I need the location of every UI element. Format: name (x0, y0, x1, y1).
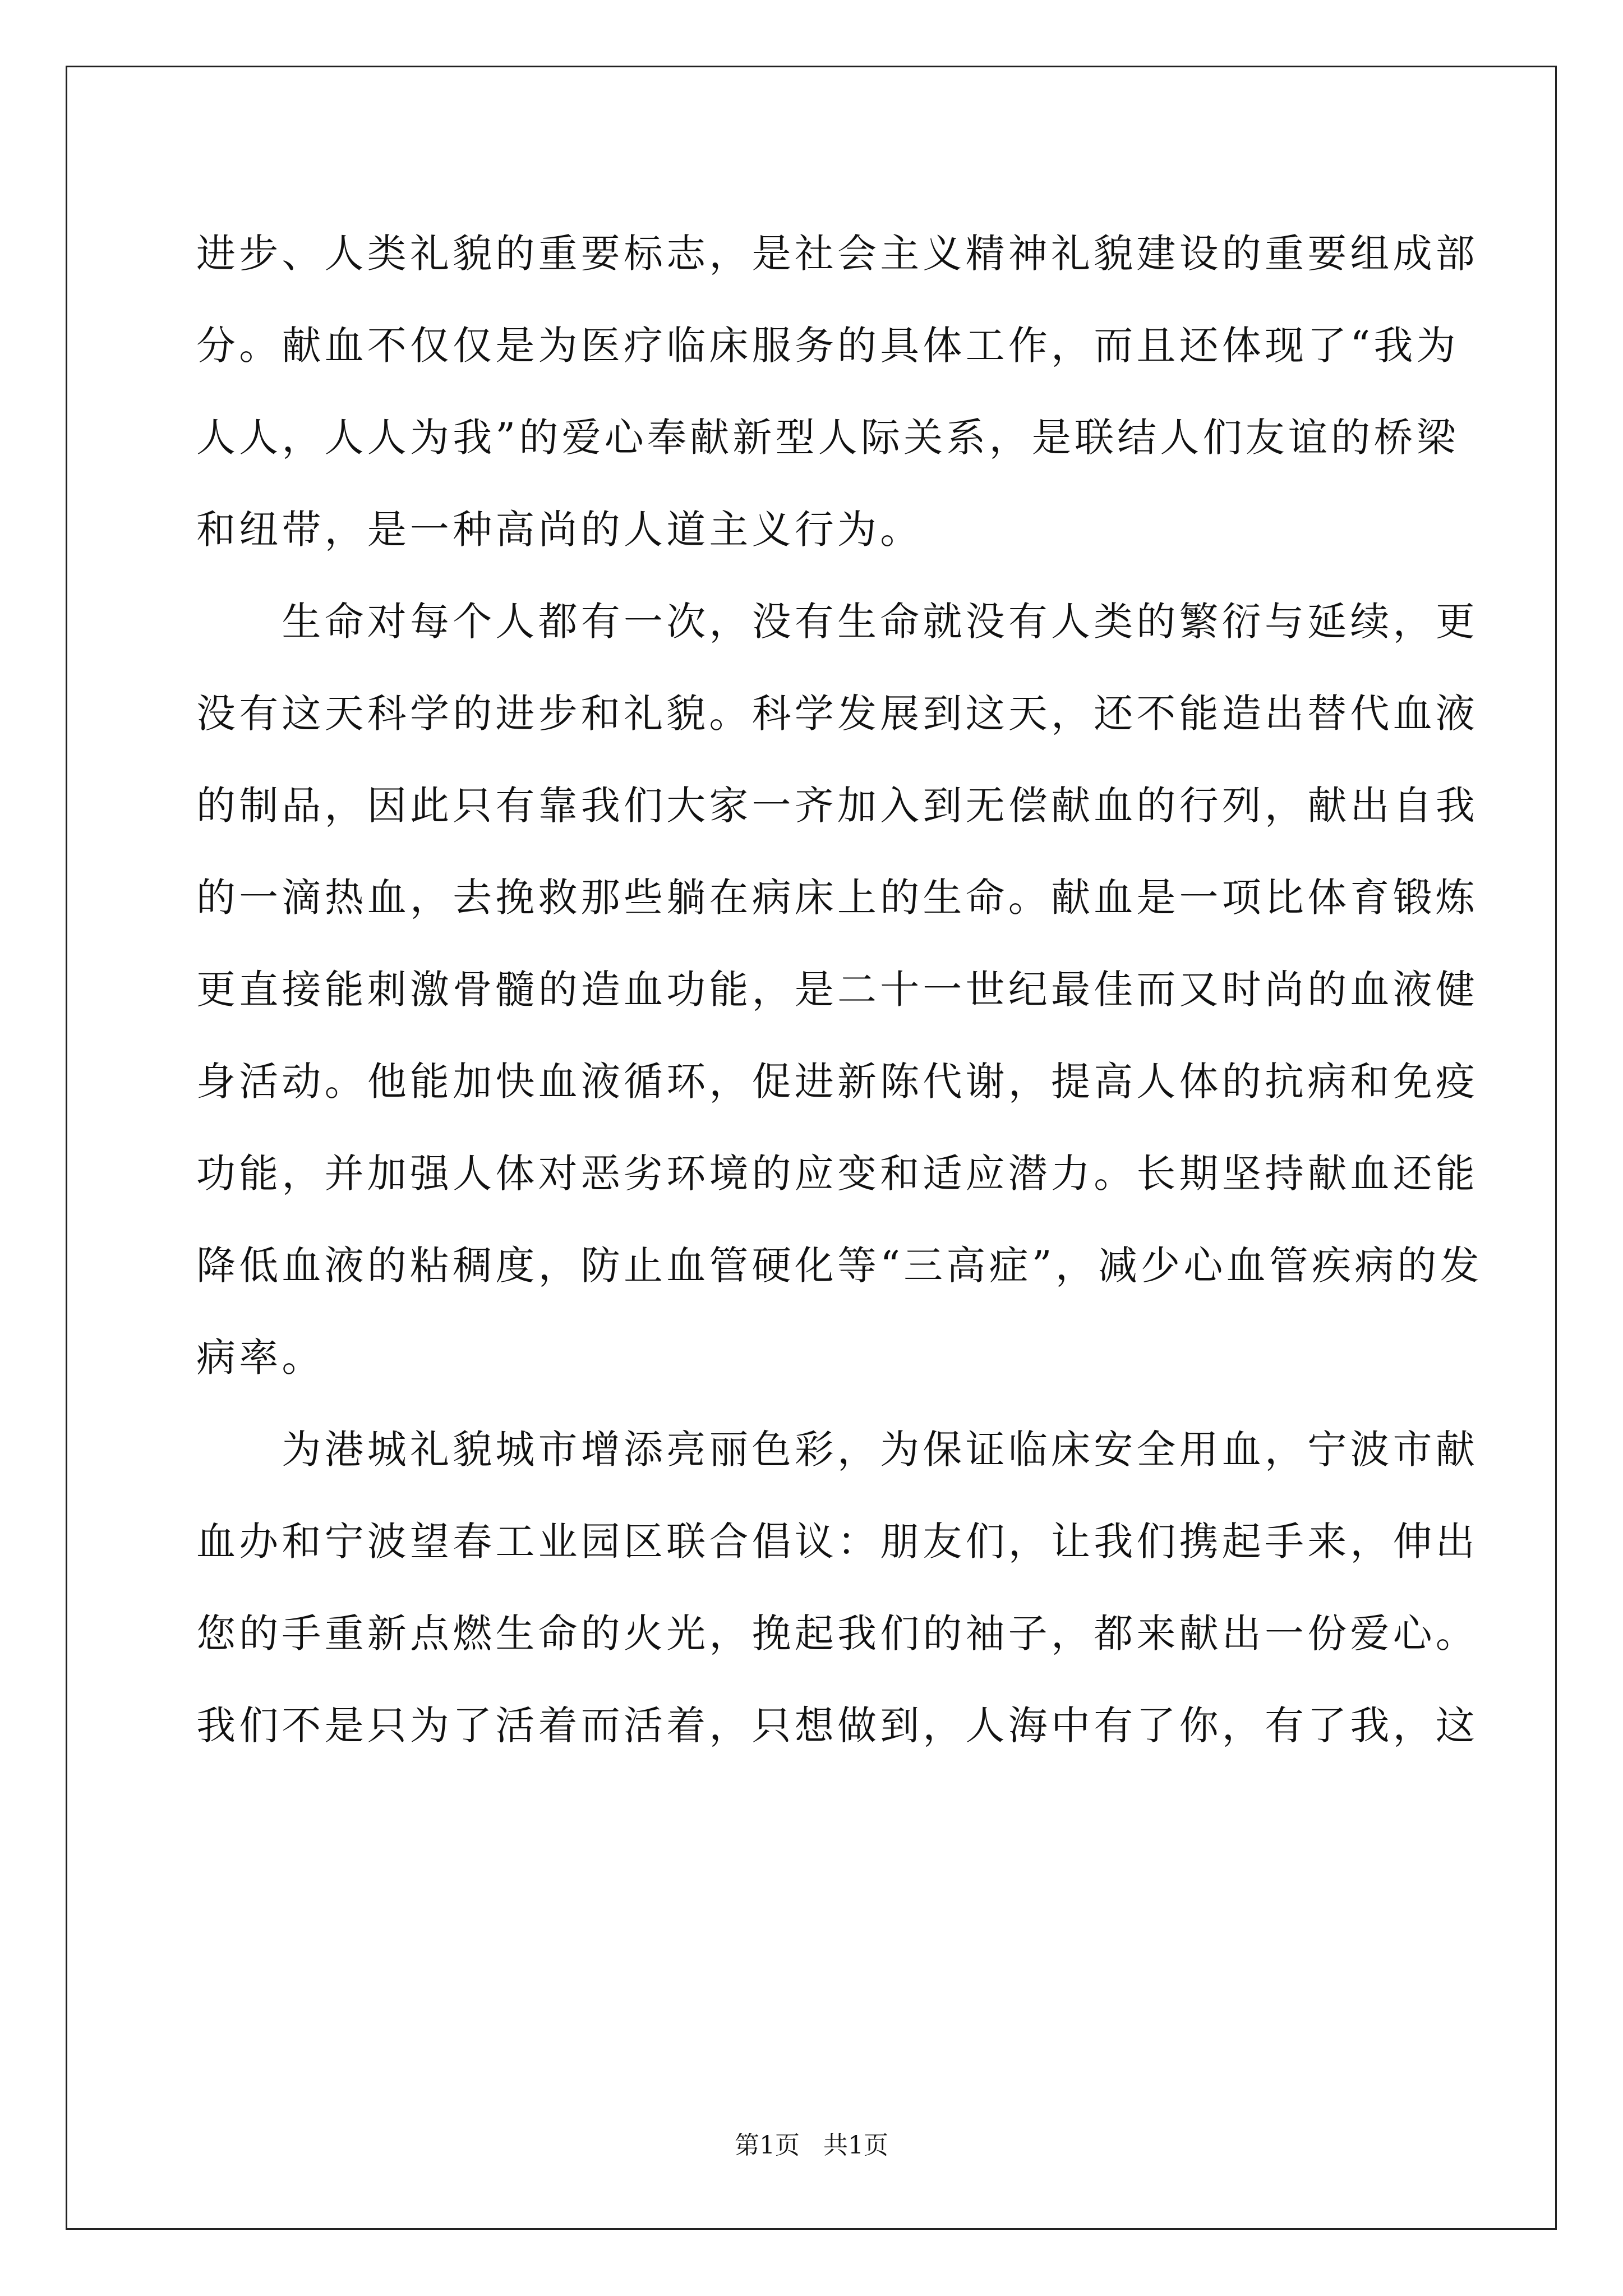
page-footer: 第1页 共1页 (735, 2131, 888, 2160)
text-line: 为港城礼貌城市增添亮丽色彩，为保证临床安全用血，宁波市献 (196, 1427, 1478, 1473)
text-line: 血办和宁波望春工业园区联合倡议：朋友们，让我们携起手来，伸出 (196, 1519, 1478, 1565)
text-line: 进步、人类礼貌的重要标志，是社会主义精神礼貌建设的重要组成部 (196, 231, 1478, 277)
text-line: 更直接能刺激骨髓的造血功能，是二十一世纪最佳而又时尚的血液健 (196, 967, 1478, 1013)
text-line: 没有这天科学的进步和礼貌。科学发展到这天，还不能造出替代血液 (196, 691, 1478, 737)
text-line: 人人，人人为我”的爱心奉献新型人际关系，是联结人们友谊的桥梁 (196, 415, 1459, 461)
text-line: 和纽带，是一种高尚的人道主义行为。 (196, 507, 923, 553)
document-body (196, 208, 1483, 1772)
text-line: 我们不是只为了活着而活着，只想做到，人海中有了你，有了我，这 (196, 1703, 1478, 1749)
text-line: 的制品，因此只有靠我们大家一齐加入到无偿献血的行列，献出自我 (196, 783, 1478, 829)
text-line: 降低血液的粘稠度，防止血管硬化等“三高症”，减少心血管疾病的发 (196, 1243, 1483, 1289)
text-line: 生命对每个人都有一次，没有生命就没有人类的繁衍与延续，更 (196, 599, 1478, 645)
text-line: 功能，并加强人体对恶劣环境的应变和适应潜力。长期坚持献血还能 (196, 1151, 1478, 1197)
text-line: 分。献血不仅仅是为医疗临床服务的具体工作，而且还体现了“我为 (196, 323, 1459, 369)
text-line: 您的手重新点燃生命的火光，挽起我们的袖子，都来献出一份爱心。 (196, 1611, 1478, 1657)
text-line: 病率。 (196, 1335, 325, 1381)
text-line: 的一滴热血，去挽救那些躺在病床上的生命。献血是一项比体育锻炼 (196, 875, 1478, 921)
text-line: 身活动。他能加快血液循环，促进新陈代谢，提高人体的抗病和免疫 (196, 1059, 1478, 1105)
